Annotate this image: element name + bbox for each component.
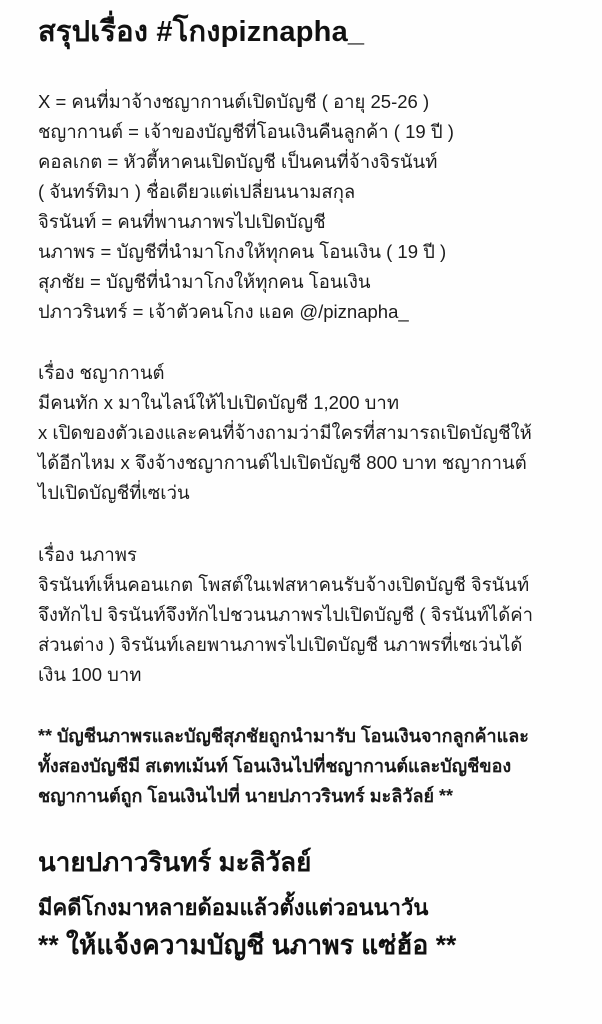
story-line: ส่วนต่าง ) จิรนันท์เลยพานภาพรไปเปิดบัญชี นภาพรที่เซเว่นได้: [38, 634, 523, 655]
glossary-line: จิรนันท์ = คนที่พานภาพรไปเปิดบัญชี: [38, 211, 326, 232]
page-title: สรุปเรื่อง #โกงpiznapha_: [38, 16, 365, 48]
story-line: x เปิดของตัวเองและคนที่จ้างถามว่ามีใครที่สามารถเปิดบัญชีให้: [38, 422, 532, 443]
glossary-line: ชญากานต์ = เจ้าของบัญชีที่โอนเงินคืนลูกค้า ( 19 ปี ): [38, 121, 454, 142]
story-heading: เรื่อง นภาพร: [38, 544, 137, 565]
culprit-name: นายปภาวรินทร์ มะลิวัลย์: [38, 847, 312, 877]
glossary-line: คอลเกต = หัวตี้หาคนเปิดบัญชี เป็นคนที่จ้างจิรนันท์: [38, 151, 438, 172]
glossary-line: สุภชัย = บัญชีที่นำมาโกงให้ทุกคน โอนเงิน: [38, 271, 371, 292]
glossary-line: ปภาวรินทร์ = เจ้าตัวคนโกง แอค @/piznapha_: [38, 301, 409, 322]
note-line: ทั้งสองบัญชีมี สเตทเม้นท์ โอนเงินไปที่ชญากานต์และบัญชีของ: [38, 756, 512, 776]
story-line: เงิน 100 บาท: [38, 664, 142, 685]
fraud-history: มีคดีโกงมาหลายด้อมแล้วตั้งแต่วอนนาวัน: [38, 895, 429, 920]
note-line: ชญากานต์ถูก โอนเงินไปที่ นายปภาวรินทร์ มะลิวัลย์ **: [38, 786, 454, 806]
note-line: ** บัญชีนภาพรและบัญชีสุภชัยถูกนำมารับ โอนเงินจากลูกค้าและ: [38, 726, 529, 746]
story-line: จิรนันท์เห็นคอนเกต โพสต์ในเฟสหาคนรับจ้างเปิดบัญชี จิรนันท์: [38, 574, 530, 595]
story-line: จึงทักไป จิรนันท์จึงทักไปชวนนภาพรไปเปิดบัญชี ( จิรนันท์ได้ค่า: [38, 604, 533, 625]
glossary-line: นภาพร = บัญชีที่นำมาโกงให้ทุกคน โอนเงิน ( 19 ปี ): [38, 241, 447, 262]
story-heading: เรื่อง ชญากานต์: [38, 362, 165, 383]
story-line: ได้อีกไหม x จึงจ้างชญากานต์ไปเปิดบัญชี 800 บาท ชญากานต์: [38, 452, 527, 473]
glossary-line: X = คนที่มาจ้างชญากานต์เปิดบัญชี ( อายุ 25-26 ): [38, 91, 430, 112]
story-line: มีคนทัก x มาในไลน์ให้ไปเปิดบัญชี 1,200 บาท: [38, 392, 400, 413]
glossary-line: ( จันทร์ทิมา ) ชื่อเดียวแต่เปลี่ยนนามสกุล: [38, 181, 356, 202]
report-warning: ** ให้แจ้งความบัญชี นภาพร แซ่ฮ้อ **: [38, 930, 457, 960]
story-line: ไปเปิดบัญชีที่เซเว่น: [38, 482, 190, 503]
